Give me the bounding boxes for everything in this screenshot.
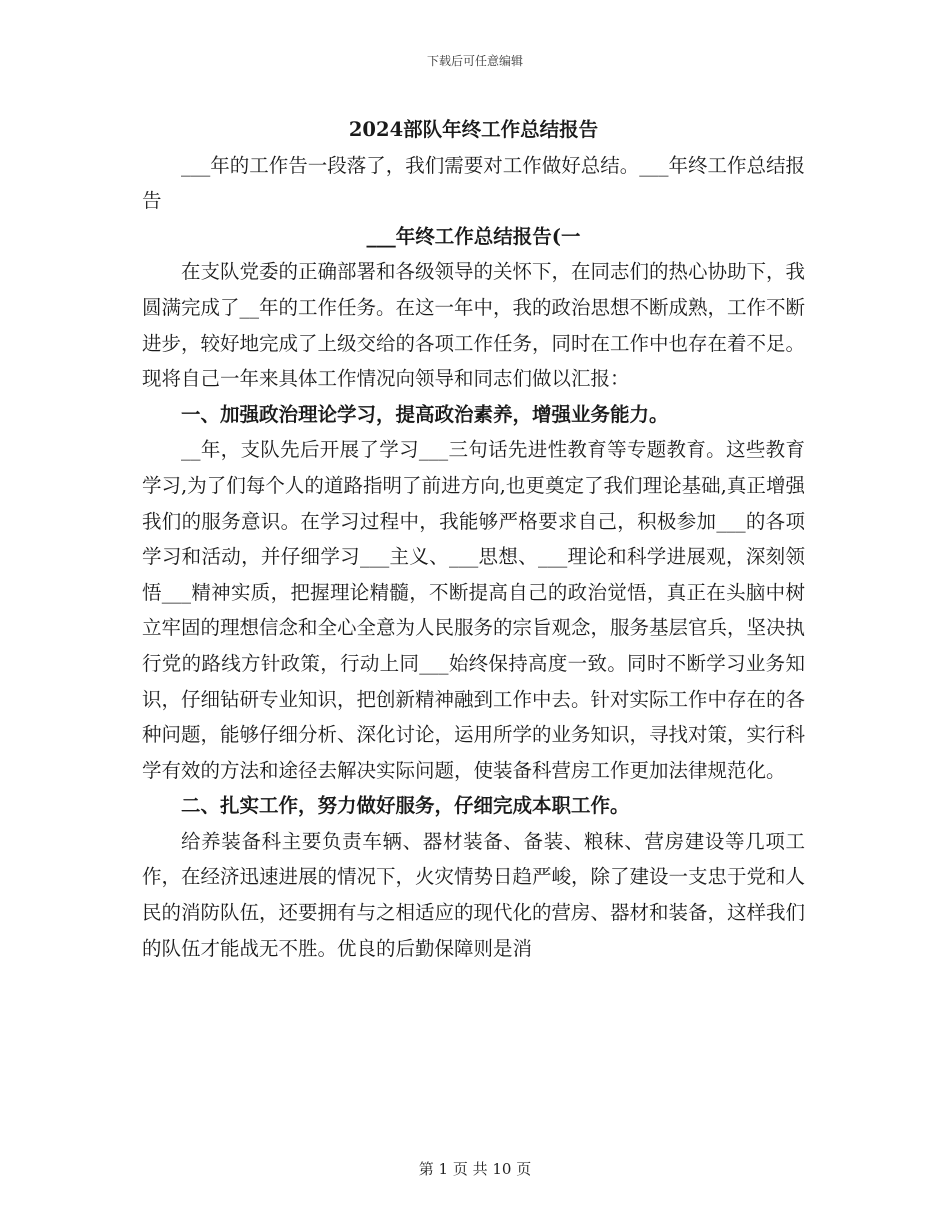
document-title: 2024部队年终工作总结报告 [348, 118, 599, 141]
body-paragraph: 在支队党委的正确部署和各级领导的关怀下，在同志们的热心协助下，我圆满完成了__年的工作任务。在这一年中，我的政治思想不断成熟，工作不断进步，较好地完成了上级交给的各项工作任务，同时在工作中也存在着不足。现将自己一年来具体工作情况向领导和同志们做以汇报： [142, 260, 806, 391]
page-number-footer: 第 1 页 共 10 页 [418, 1160, 532, 1178]
header-note: 下载后可任意编辑 [426, 54, 523, 68]
body-paragraph: 给养装备科主要负责车辆、器材装备、备装、粮秣、营房建设等几项工作，在经济迅速进展的情况下，火灾情势日趋严峻，除了建设一支忠于党和人民的消防队伍，还要拥有与之相适应的现代化的营房、器材和装备，这样我们的队伍才能战无不胜。优良的后勤保障则是消 [142, 829, 806, 960]
intro-paragraph: ___年的工作告一段落了，我们需要对工作做好总结。___年终工作总结报告 [142, 153, 806, 213]
document-body [142, 112, 805, 966]
section-heading-2: 二、扎实工作，努力做好服务，仔细完成本职工作。 [181, 794, 630, 818]
body-paragraph: __年，支队先后开展了学习___三句话先进性教育等专题教育。这些教育学习,为了们每个人的道路指明了前进方向,也更奠定了我们理论基础,真正增强我们的服务意识。在学习过程中，我能够严格要求自己，积极参加___的各项学习和活动，并仔细学习___主义、___思想、___理论和科学进展观，深刻领悟___精神实质，把握理论精髓，不断提高自己的政治觉悟，真正在头脑中树立牢固的理想信念和全心全意为人民服务的宗旨观念，服务基层官兵，坚决执行党的路线方针政策，行动上同___始终保持高度一致。同时不断学习业务知识，仔细钻研专业知识，把创新精神融到工作中去。针对实际工作中存在的各种问题，能够仔细分析、深化讨论，运用所学的业务知识，寻找对策，实行科学有效的方法和途径去解决实际问题，使装备科营房工作更加法律规范化。 [142, 438, 806, 782]
section-subtitle: ___年终工作总结报告(一 [366, 224, 581, 248]
section-heading-1: 一、加强政治理论学习，提高政治素养，增强业务能力。 [181, 402, 669, 426]
